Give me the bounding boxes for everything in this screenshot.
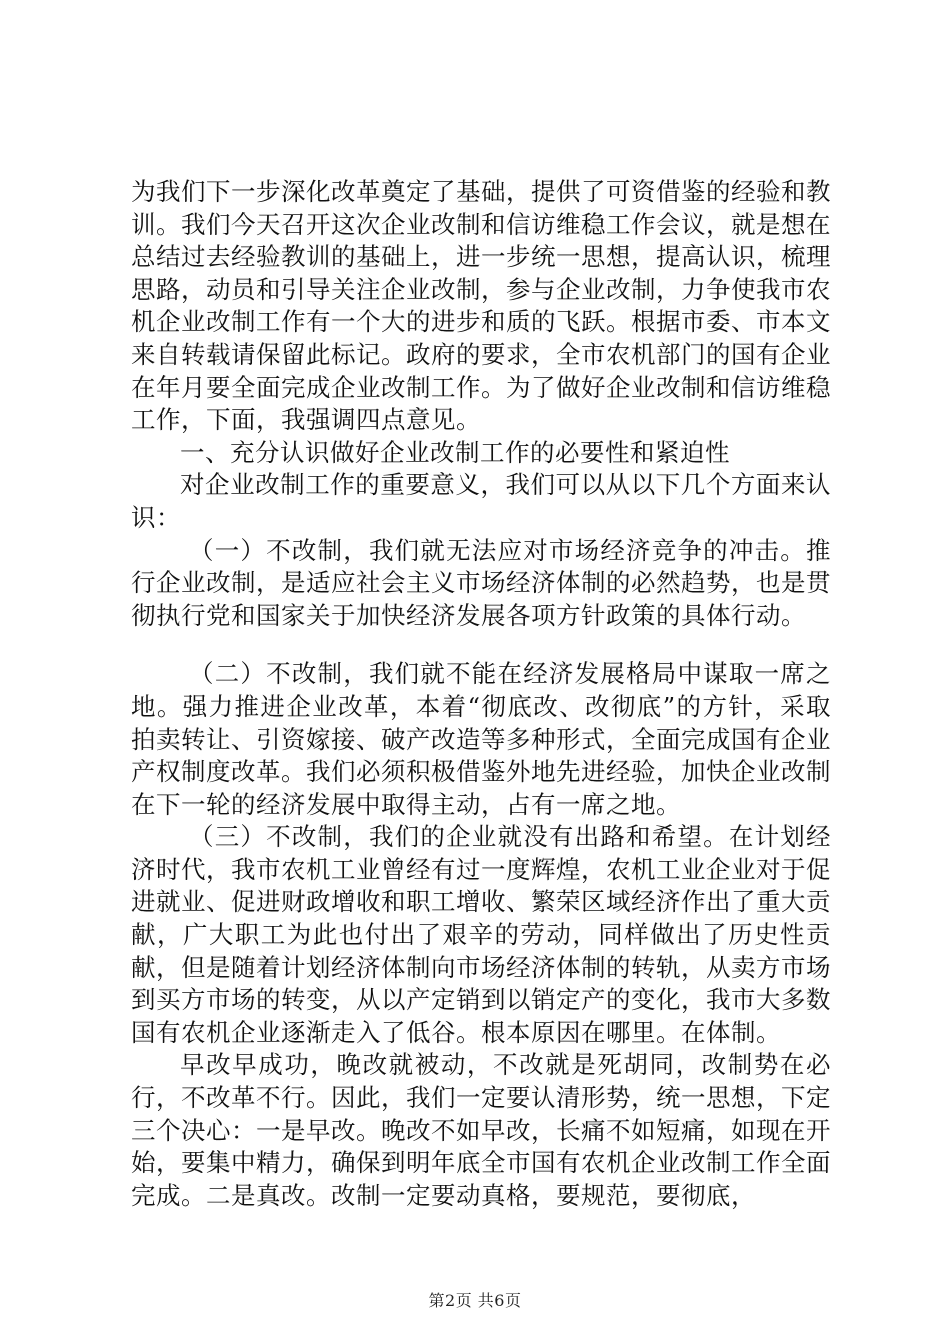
paragraph-conclusion: 早改早成功，晚改就被动，不改就是死胡同，改制势在必行，不改革不行。因此，我们一定要认清形势，统一思想，下定三个决心：一是早改。晚改不如早改，长痛不如短痛，如现在开始，要集中精力，确保到明年底全市国有农机企业改制工作全面完成。二是真改。改制一定要动真格，要规范，要彻底，: [131, 1050, 831, 1210]
paragraph-point-3: （三）不改制，我们的企业就没有出路和希望。在计划经济时代，我市农机工业曾经有过一度辉煌，农机工业企业对于促进就业、促进财政增收和职工增收、繁荣区域经济作出了重大贡献，广大职工为此也付出了艰辛的劳动，同样做出了历史性贡献，但是随着计划经济体制向市场经济体制的转轨，从卖方市场到买方市场的转变，从以产定销到以销定产的变化，我市大多数国有农机企业逐渐走入了低谷。根本原因在哪里。在体制。: [131, 822, 831, 1047]
page-number-footer: 第2页 共6页: [428, 1291, 522, 1310]
paragraph-point-1: （一）不改制，我们就无法应对市场经济竞争的冲击。推行企业改制，是适应社会主义市场经济体制的必然趋势，也是贯彻执行党和国家关于加快经济发展各项方针政策的具体行动。: [131, 535, 831, 630]
paragraph-significance: 对企业改制工作的重要意义，我们可以从以下几个方面来认识：: [131, 470, 831, 532]
section-heading-1: 一、充分认识做好企业改制工作的必要性和紧迫性: [180, 437, 730, 467]
document-body: [131, 176, 831, 1212]
paragraph-point-2: （二）不改制，我们就不能在经济发展格局中谋取一席之地。强力推进企业改革，本着“彻底改、改彻底”的方针，采取拍卖转让、引资嫁接、破产改造等多种形式，全面完成国有企业产权制度改革。我们必须积极借鉴外地先进经验，加快企业改制在下一轮的经济发展中取得主动，占有一席之地。: [131, 659, 831, 819]
paragraph-intro: 为我们下一步深化改革奠定了基础，提供了可资借鉴的经验和教训。我们今天召开这次企业改制和信访维稳工作会议，就是想在总结过去经验教训的基础上，进一步统一思想，提高认识，梳理思路，动员和引导关注企业改制，参与企业改制，力争使我市农机企业改制工作有一个大的进步和质的飞跃。根据市委、市本文来自转载请保留此标记。政府的要求，全市农机部门的国有企业在年月要全面完成企业改制工作。为了做好企业改制和信访维稳工作，下面，我强调四点意见。: [131, 177, 831, 435]
